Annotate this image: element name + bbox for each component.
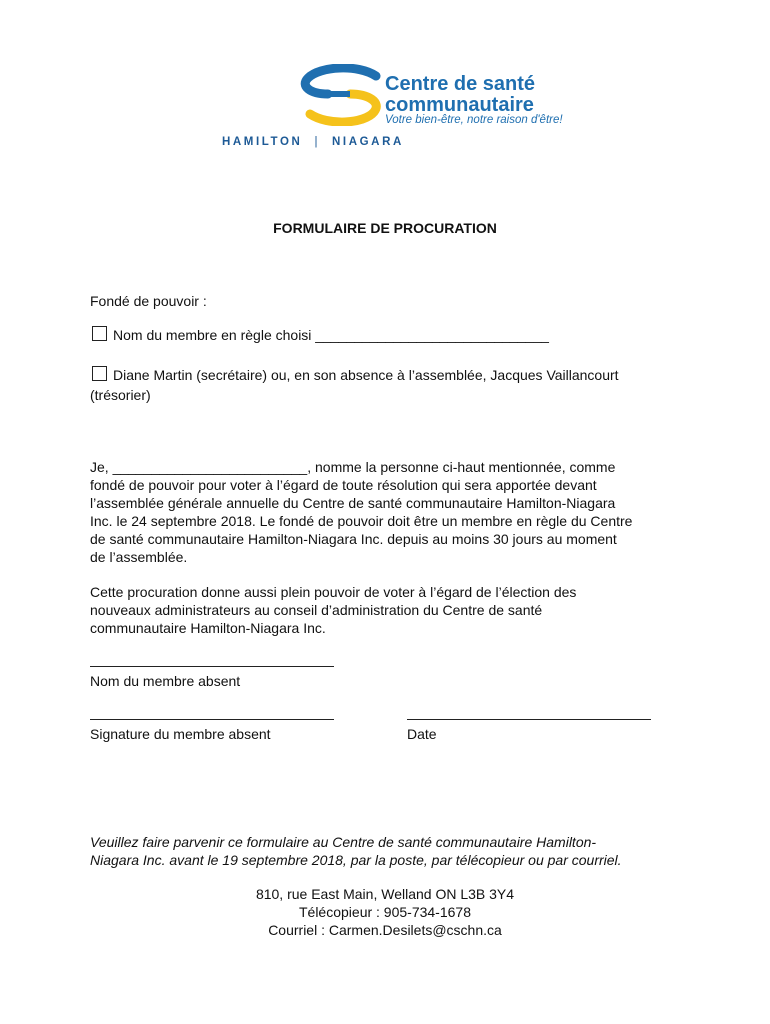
date-line[interactable]: [407, 719, 651, 720]
option-secretary-label: Diane Martin (secrétaire) ou, en son absence à l’assemblée, Jacques Vaillancourt: [113, 367, 619, 383]
member-choice-checkbox[interactable]: [92, 326, 107, 341]
paragraph-line: de l’assemblée.: [90, 549, 188, 565]
paragraph-line: fondé de pouvoir pour voter à l’égard de toute résolution qui sera apportée devant: [90, 477, 597, 493]
logo-name-line1: Centre de santé: [385, 73, 536, 95]
fax: Télécopieur : 905-734-1678: [298, 904, 471, 920]
paragraph-line: Cette procuration donne aussi plein pouvoir de voter à l’égard de l’élection des: [90, 584, 577, 600]
paragraph-line: l’assemblée générale annuelle du Centre de santé communautaire Hamilton-Niagara: [90, 495, 616, 511]
logo-region-left: HAMILTON: [222, 136, 303, 148]
paragraph-appointment: [90, 458, 690, 566]
member-name-label: Nom du membre absent: [90, 673, 241, 689]
option-member-choice-label: Nom du membre en règle choisi ______________________________: [113, 327, 549, 343]
member-name-line[interactable]: [90, 666, 334, 667]
logo-region-separator: |: [314, 136, 321, 148]
paragraph-election: [90, 583, 690, 637]
option-member-choice: [92, 326, 549, 344]
paragraph-line: Inc. le 24 septembre 2018. Le fondé de pouvoir doit être un membre en règle du Centre: [90, 513, 633, 529]
paragraph-line: nouveaux administrateurs au conseil d’administration du Centre de santé: [90, 602, 543, 618]
address: 810, rue East Main, Welland ON L3B 3Y4: [255, 886, 515, 902]
instructions: [90, 833, 710, 869]
form-title: FORMULAIRE DE PROCURATION: [273, 220, 497, 236]
signature-label: Signature du membre absent: [90, 726, 271, 742]
signature-line[interactable]: [90, 719, 334, 720]
paragraph-line: communautaire Hamilton-Niagara Inc.: [90, 620, 326, 636]
paragraph-line: Je, _________________________, nomme la personne ci-haut mentionnée, comme: [90, 459, 616, 475]
date-label: Date: [407, 726, 437, 742]
logo-tagline: Votre bien-être, notre raison d'être!: [385, 114, 563, 126]
instructions-line: Niagara Inc. avant le 19 septembre 2018, par la poste, par télécopieur ou par courriel.: [90, 852, 622, 868]
logo-region-right: NIAGARA: [332, 136, 404, 148]
secretary-checkbox[interactable]: [92, 366, 107, 381]
instructions-line: Veuillez faire parvenir ce formulaire au Centre de santé communautaire Hamilton-: [90, 834, 597, 850]
logo-region: [222, 136, 404, 148]
option-secretary-line2: (trésorier): [90, 387, 151, 403]
paragraph-line: de santé communautaire Hamilton-Niagara Inc. depuis au moins 30 jours au moment: [90, 531, 617, 547]
logo-mark: [298, 64, 384, 126]
email: Courriel : Carmen.Desilets@cschn.ca: [268, 922, 502, 938]
logo-name-line2: communautaire: [385, 94, 534, 116]
proxy-label: Fondé de pouvoir :: [90, 293, 207, 309]
option-secretary: [92, 366, 619, 384]
